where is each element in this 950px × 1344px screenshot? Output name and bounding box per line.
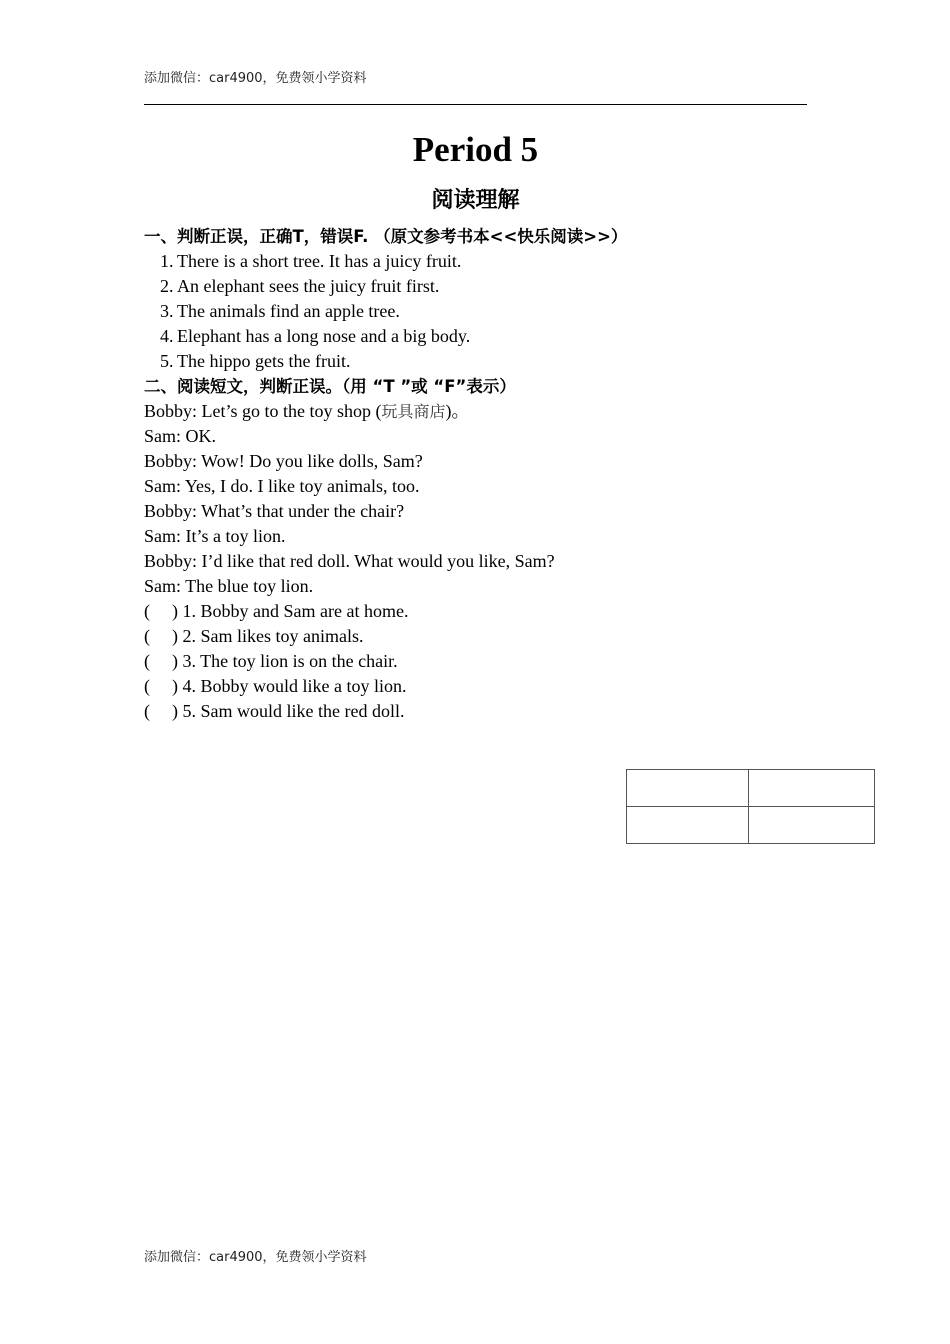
question-item: [144, 649, 807, 674]
table-cell[interactable]: [749, 807, 875, 844]
question-text: 1. Bobby and Sam are at home.: [182, 601, 409, 621]
question-text: 5. Sam would like the red doll.: [182, 701, 405, 721]
question-text: 3. The toy lion is on the chair.: [182, 651, 398, 671]
item-text: The animals find an apple tree.: [177, 301, 400, 321]
footer-note: 添加微信：car4900，免费领小学资料: [144, 1250, 367, 1265]
item-number: 2.: [160, 276, 174, 296]
list-item: [144, 324, 807, 349]
page-subtitle: 阅读理解: [431, 188, 520, 213]
item-text: There is a short tree. It has a juicy fruit.: [177, 251, 462, 271]
list-item: [144, 249, 807, 274]
dialogue-line: Sam: Yes, I do. I like toy animals, too.: [144, 476, 420, 496]
item-number: 4.: [160, 326, 174, 346]
dialogue-line: Bobby: What’s that under the chair?: [144, 501, 405, 521]
answer-close-paren: ): [172, 701, 178, 721]
table-cell[interactable]: [627, 770, 749, 807]
item-number: 5.: [160, 351, 174, 371]
score-table: [626, 769, 875, 844]
list-item: [144, 349, 807, 374]
question-text: 2. Sam likes toy animals.: [182, 626, 364, 646]
dialogue-line: Bobby: Wow! Do you like dolls, Sam?: [144, 451, 423, 471]
question-item: [144, 699, 807, 724]
item-text: Elephant has a long nose and a big body.: [177, 326, 471, 346]
page-title: Period 5: [412, 130, 539, 169]
item-text: An elephant sees the juicy fruit first.: [177, 276, 440, 296]
list-item: [144, 274, 807, 299]
section-1-heading: 一、判断正误，正确T，错误F. （原文参考书本<<快乐阅读>>）: [144, 227, 628, 246]
dialogue-line: Sam: The blue toy lion.: [144, 576, 314, 596]
table-cell[interactable]: [627, 807, 749, 844]
list-item: [144, 299, 807, 324]
worksheet-content: [144, 224, 807, 724]
table-row: [627, 770, 875, 807]
header-divider: [144, 104, 807, 105]
answer-close-paren: ): [172, 601, 178, 621]
answer-close-paren: ): [172, 676, 178, 696]
dialogue-chinese-gloss: 玩具商店: [381, 402, 446, 421]
question-item: [144, 624, 807, 649]
answer-open-paren: (: [144, 601, 150, 621]
dialogue-line: Sam: It’s a toy lion.: [144, 526, 286, 546]
table-cell[interactable]: [749, 770, 875, 807]
answer-open-paren: (: [144, 626, 150, 646]
answer-close-paren: ): [172, 651, 178, 671]
dialogue-line: [144, 399, 807, 424]
item-text: The hippo gets the fruit.: [177, 351, 351, 371]
table-row: [627, 807, 875, 844]
dialogue-text: Bobby: Let’s go to the toy shop (: [144, 401, 382, 421]
question-item: [144, 674, 807, 699]
dialogue-line: Bobby: I’d like that red doll. What would you like, Sam?: [144, 551, 555, 571]
dialogue-tail: )。: [445, 401, 470, 421]
answer-open-paren: (: [144, 701, 150, 721]
question-text: 4. Bobby would like a toy lion.: [182, 676, 407, 696]
answer-close-paren: ): [172, 626, 178, 646]
dialogue-line: Sam: OK.: [144, 426, 216, 446]
item-number: 1.: [160, 251, 174, 271]
item-number: 3.: [160, 301, 174, 321]
answer-open-paren: (: [144, 676, 150, 696]
question-item: [144, 599, 807, 624]
section-2-heading: 二、阅读短文，判断正误。（用 “T ”或 “F”表示）: [144, 377, 516, 396]
header-note: 添加微信：car4900，免费领小学资料: [144, 71, 367, 86]
answer-open-paren: (: [144, 651, 150, 671]
